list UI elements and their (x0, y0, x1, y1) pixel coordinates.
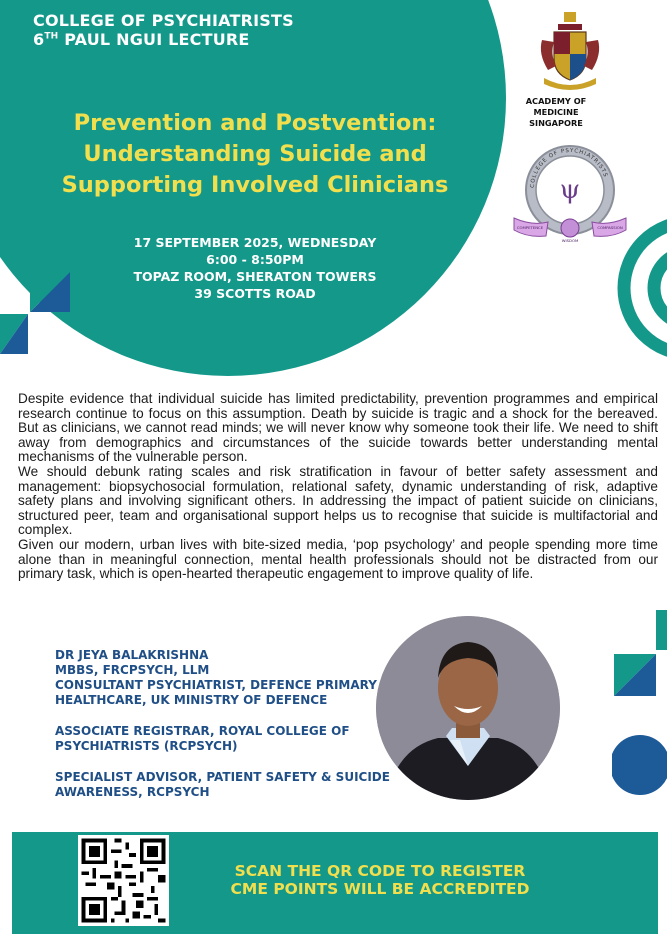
blue-dot (612, 735, 667, 795)
lecture-title (40, 108, 470, 201)
speaker-credentials: MBBS, FRCPSYCH, LLM (55, 663, 210, 677)
speaker-role-2-line-2: PSYCHIATRISTS (RCPSYCH) (55, 739, 238, 753)
event-address: 39 SCOTTS ROAD (194, 286, 316, 301)
event-date: 17 SEPTEMBER 2025, WEDNESDAY (133, 235, 377, 250)
speaker-name: DR JEYA BALAKRISHNA (55, 648, 209, 662)
outer-ring (624, 222, 667, 354)
svg-text:COLLEGE OF PSYCHIATRISTS: COLLEGE OF PSYCHIATRISTS (529, 147, 609, 189)
organizer-name: COLLEGE OF PSYCHIATRISTS (33, 11, 294, 30)
triangle-shape (656, 610, 667, 650)
title-line-3: Supporting Involved Clinicians (61, 172, 449, 198)
academy-line-2: SINGAPORE (529, 118, 583, 128)
event-venue: TOPAZ ROOM, SHERATON TOWERS (133, 269, 377, 284)
abstract-paragraph-2: We should debunk rating scales and risk stratification in favour of better safety assessment and management: biopsychosocial formulation, relational safety, dynamic understanding of risk, adaptive safety plans and involving significant others. In addressing the impact of patient suicide on clinicians, structured peer, team and organisational support helps us to recognise that suicide is multifactorial and complex. (18, 463, 658, 538)
scan-qr-instruction: SCAN THE QR CODE TO REGISTER (234, 862, 526, 880)
speaker-role-3-line-2: AWARENESS, RCPSYCH (55, 785, 210, 799)
qr-code-icon (78, 835, 169, 926)
svg-text:WISDOM: WISDOM (561, 238, 579, 243)
title-line-2: Understanding Suicide and (83, 141, 427, 167)
academy-line-1: ACADEMY OF MEDICINE (525, 96, 587, 117)
left-triangle-decoration (0, 270, 72, 356)
abstract-paragraph-1: Despite evidence that individual suicide has limited predictability, prevention programmes and empirical research continue to focus on this assumption. Death by suicide is tragic and a shock for the bereaved. But as clinicians, we cannot read minds; we will never know why someone took their life. We need to shift away from demographics and circumstances of the suicide towards better understanding mental mechanisms of the vulnerable person. (18, 391, 658, 465)
college-seal-logo (512, 136, 628, 244)
academy-name (508, 96, 604, 129)
svg-text:COMPETENCE: COMPETENCE (516, 225, 544, 230)
event-time: 6:00 - 8:50PM (206, 252, 304, 267)
speaker-role-2-line-1: ASSOCIATE REGISTRAR, ROYAL COLLEGE OF (55, 724, 350, 738)
title-line-1: Prevention and Postvention: (73, 110, 437, 136)
lecture-abstract (18, 392, 658, 582)
inner-ring (654, 252, 667, 324)
speaker-photo (376, 616, 560, 800)
lecture-name: 6TH PAUL NGUI LECTURE (33, 30, 250, 49)
right-shape-decoration (612, 610, 667, 796)
abstract-paragraph-3: Given our modern, urban lives with bite-sized media, ‘pop psychology’ and people spending more time alone than in meaningful connection, mental health professionals should not be distracted from our primary task, which is open-hearted therapeutic engagement to improve quality of life. (18, 536, 658, 582)
speaker-role-1-line-2: HEALTHCARE, UK MINISTRY OF DEFENCE (55, 693, 328, 707)
speaker-role-1-line-1: CONSULTANT PSYCHIATRIST, DEFENCE PRIMARY (55, 678, 377, 692)
cme-points-note: CME POINTS WILL BE ACCREDITED (230, 880, 530, 898)
svg-text:ψ: ψ (559, 175, 581, 205)
academy-crest-logo (538, 10, 602, 92)
registration-qr-code[interactable] (78, 835, 169, 926)
speaker-portrait-illustration (376, 616, 560, 800)
speaker-role-3-line-1: SPECIALIST ADVISOR, PATIENT SAFETY & SUICIDE (55, 770, 390, 784)
svg-text:COMPASSION: COMPASSION (597, 225, 623, 230)
